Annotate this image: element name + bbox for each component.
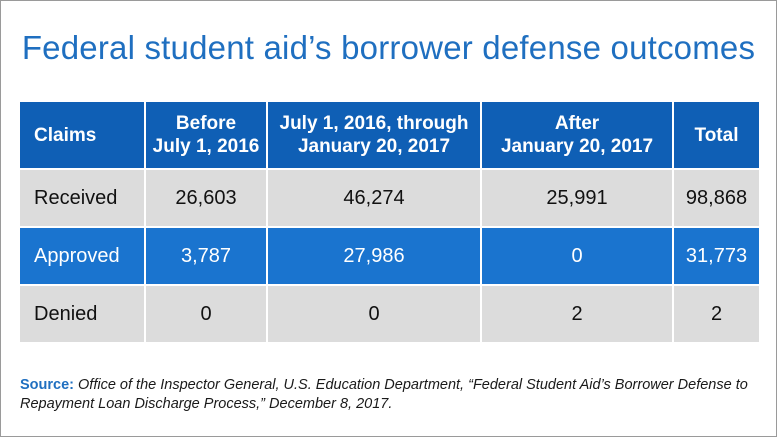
header-claims: Claims	[20, 102, 144, 168]
header-total: Total	[674, 102, 759, 168]
source-note	[20, 376, 760, 414]
table-row-received	[20, 170, 759, 226]
header-during: July 1, 2016, through January 20, 2017	[268, 102, 480, 168]
cell-total: 98,868	[674, 170, 759, 226]
cell-total: 2	[674, 286, 759, 342]
figure-title: Federal student aid’s borrower defense outcomes	[21, 29, 756, 66]
cell-during: 46,274	[268, 170, 480, 226]
cell-during: 27,986	[268, 228, 480, 284]
row-label: Received	[20, 170, 144, 226]
source-label: Source:	[20, 377, 74, 393]
header-before: Before July 1, 2016	[146, 102, 266, 168]
cell-before: 0	[146, 286, 266, 342]
cell-before: 26,603	[146, 170, 266, 226]
cell-during: 0	[268, 286, 480, 342]
table-row-approved	[20, 228, 759, 284]
outcomes-table	[18, 100, 761, 344]
table-header-row	[20, 102, 759, 168]
table-row-denied	[20, 286, 759, 342]
header-after: After January 20, 2017	[482, 102, 672, 168]
source-text: Office of the Inspector General, U.S. Education Department, “Federal Student Aid’s Borrower Defense to Repayment Loan Discharge Process,” December 8, 2017.	[20, 377, 748, 412]
cell-after: 2	[482, 286, 672, 342]
cell-before: 3,787	[146, 228, 266, 284]
row-label: Denied	[20, 286, 144, 342]
cell-after: 0	[482, 228, 672, 284]
cell-after: 25,991	[482, 170, 672, 226]
cell-total: 31,773	[674, 228, 759, 284]
row-label: Approved	[20, 228, 144, 284]
